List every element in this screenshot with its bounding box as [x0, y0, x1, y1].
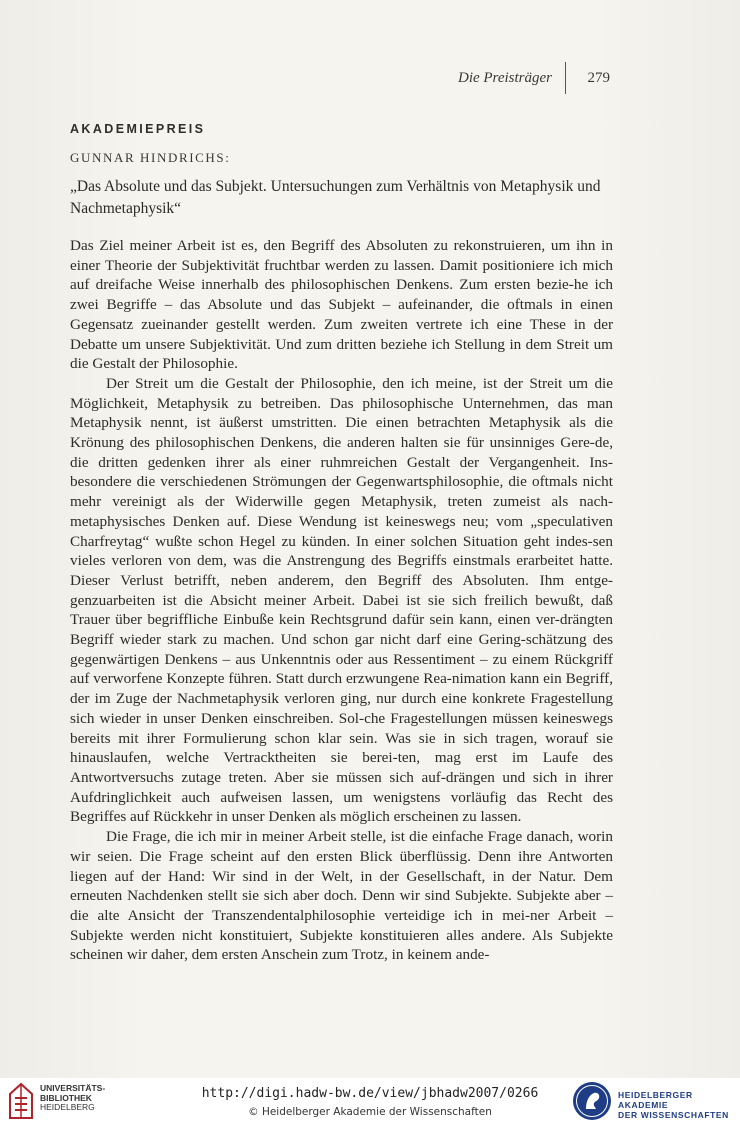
paragraph-2: Der Streit um die Gestalt der Philosophie, den ich meine, ist der Streit um die Möglichkeit, Metaphysik zu betreiben. Das philosophische Unternehmen, das man Metaphysik nennt, ist äußerst umstritten. Die einen betrachten Metaphysik als die Krönung des philosophischen Denkens, die anderen halten sie für unsinniges Gere-de, die dritten gedenken ihrer als einer ruhmreichen Gestalt der Vergangenheit. Ins-besondere die verschiedenen Strömungen der Gegenwartsphilosophie, die oftmals nicht mehr vereinigt als der Widerwille gegen Metaphysik, treten zumeist als nach-metaphysisches Denken auf. Diese Wendung ist keineswegs neu; vom „speculativen Charfreytag“ wußte schon Hegel zu künden. In einer solchen Situation geht indes-sen vieles verloren von dem, was die Anstrengung des Begriffs einstmals erarbeitet hatte. Dieser Verlust betrifft, neben anderem, den Begriff des Absoluten. Ihm entge-genzuarbeiten ist die Absicht meiner Arbeit. Dabei ist sie sich freilich bewußt, daß Trauer über begriffliche Einbuße kein Rechtsgrund dafür sein kann, einen ver-drängten Begriff wieder stark zu machen. Und schon gar nicht darf eine Gering-schätzung des gegenwärtigen Denkens – aus Unkenntnis oder aus Ressentiment – zu einem Rückgriff auf verworfene Konzepte führen. Statt durch erzwungene Rea-nimation kann ein Begriff, der im Zuge der Nachmetaphysik verloren ging, nur durch eine konkrete Fragestellung sich wieder in unser Denken einschreiben. Sol-che Fragestellungen müssen keineswegs bereits mit ihrer Formulierung schon klar sein. Was sie in sich tragen, worauf sie hinauslaufen, welche Vertracktheiten sie berei-ten, mag erst im Laufe des Antwortversuchs zutage treten. Aber sie müssen sich auf-drängen und sich in ihrer Aufdringlichkeit auch aufweisen lassen, um wenigstens vorläufig das Recht des Begriffes auf Rückkehr in unser Denken als möglich erscheinen zu lassen.: [70, 374, 613, 826]
academy-seal-icon[interactable]: [572, 1081, 612, 1121]
permalink-url[interactable]: http://digi.hadw-bw.de/view/jbhadw2007/0266: [201, 1086, 539, 1101]
body-text: [70, 236, 613, 965]
work-title: „Das Absolute und das Subjekt. Untersuchungen zum Verhältnis von Metaphysik und Nachmetaphysik“: [70, 178, 601, 217]
academy-name: HEIDELBERGER AKADEMIE DER WISSENSCHAFTEN: [618, 1090, 729, 1120]
author-name: GUNNAR HINDRICHS:: [70, 150, 231, 165]
viewer-footer: [0, 1078, 740, 1126]
running-head: [300, 68, 610, 94]
page-number: 279: [587, 70, 610, 86]
paragraph-1: Das Ziel meiner Arbeit ist es, den Begriff des Absoluten zu rekonstruieren, um ihn in einer Theorie der Subjektivität fruchtbar werden zu lassen. Damit positioniere ich mich auf dreifache Weise innerhalb des philosophischen Denkens. Zum ersten bezie-he ich zwei Begriffe – das Absolute und das Subjekt – aufeinander, die oftmals in einen Gegensatz zueinander gestellt werden. Zum zweiten vertrete ich eine These in der Debatte um unsere Subjektivität. Und zum dritten beziehe ich Stellung in dem Streit um die Gestalt der Philosophie.: [70, 237, 613, 373]
copyright-notice: © Heidelberger Akademie der Wissenschaften: [248, 1106, 492, 1118]
section-label: AKADEMIEPREIS: [70, 122, 206, 136]
running-title: Die Preisträger: [457, 70, 552, 86]
paragraph-3: Die Frage, die ich mir in meiner Arbeit stelle, ist die einfache Frage danach, worin wir seien. Die Frage scheint auf den ersten Blick überflüssig. Denn ihre Antworten liegen auf der Hand: Wir sind in der Welt, in der Gesellschaft, in der Natur. Dem erneuten Nachdenken stellt sie sich aber doch. Denn wir sind Subjekte. Subjekte aber – die alte Ansicht der Transzendentalphilosophie verteidige ich in mei-ner Arbeit – Subjekte werden nicht konstituiert, Subjekte konstituieren alles andere. Als Subjekte scheinen wir daher, dem ersten Anschein zum Trotz, in keinem ande-: [70, 828, 613, 964]
header-divider: [565, 62, 566, 94]
university-library-name: UNIVERSITÄTS- BIBLIOTHEK HEIDELBERG: [40, 1083, 106, 1112]
